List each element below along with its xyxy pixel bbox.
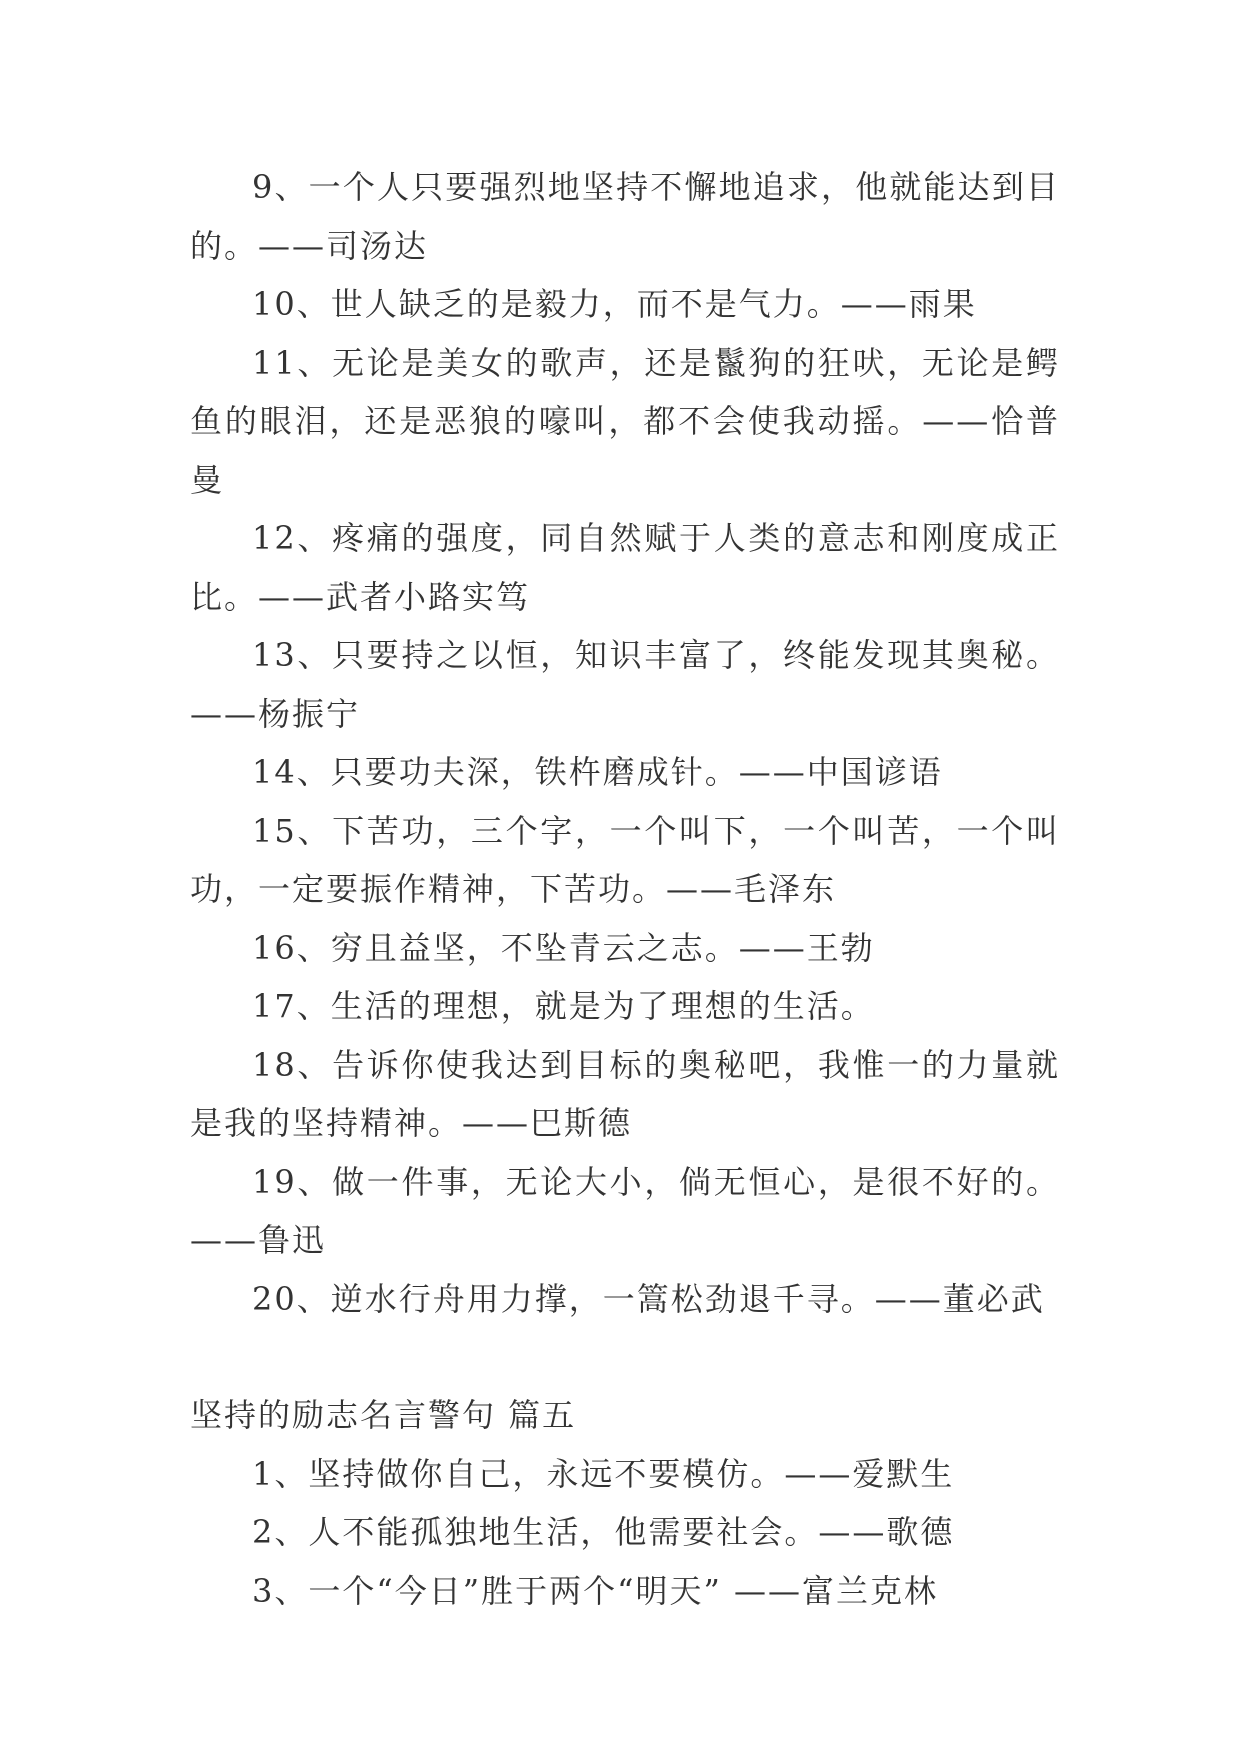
- quote-19: 19、做一件事，无论大小，倘无恒心，是很不好的。——鲁迅: [190, 1162, 1060, 1259]
- quote-20: 20、逆水行舟用力撑，一篙松劲退千寻。——董必武: [252, 1279, 1045, 1318]
- quote-13: 13、只要持之以恒，知识丰富了，终能发现其奥秘。——杨振宁: [190, 636, 1060, 733]
- quote-5-2: 2、人不能孤独地生活，他需要社会。——歌德: [252, 1513, 955, 1551]
- quote-18: 18、告诉你使我达到目标的奥秘吧，我惟一的力量就是我的坚持精神。——巴斯德: [190, 1045, 1060, 1142]
- quote-12: 12、疼痛的强度，同自然赋于人类的意志和刚度成正比。——武者小路实笃: [190, 519, 1060, 616]
- quote-14: 14、只要功夫深，铁杵磨成针。——中国谚语: [252, 753, 943, 791]
- quote-17: 17、生活的理想，就是为了理想的生活。: [252, 987, 875, 1025]
- quote-11: 11、无论是美女的歌声，还是鬣狗的狂吠，无论是鳄鱼的眼泪，还是恶狼的嚎叫，都不会使我动摇。——恰普曼: [190, 343, 1060, 499]
- quote-10: 10、世人缺乏的是毅力，而不是气力。——雨果: [252, 285, 977, 323]
- quote-15: 15、下苦功，三个字，一个叫下，一个叫苦，一个叫功，一定要振作精神，下苦功。——毛泽东: [190, 811, 1060, 908]
- quote-16: 16、穷且益坚，不坠青云之志。——王勃: [252, 928, 875, 967]
- quote-9: 9、一个人只要强烈地坚持不懈地追求，他就能达到目的。——司汤达: [190, 168, 1060, 265]
- quote-5-1: 1、坚持做你自己，永远不要模仿。——爱默生: [252, 1454, 955, 1493]
- quote-5-3: 3、一个“今日”胜于两个“明天” ——富兰克林: [252, 1571, 938, 1610]
- section-title: 坚持的励志名言警句 篇五: [190, 1396, 577, 1434]
- document-content: [190, 158, 1060, 1620]
